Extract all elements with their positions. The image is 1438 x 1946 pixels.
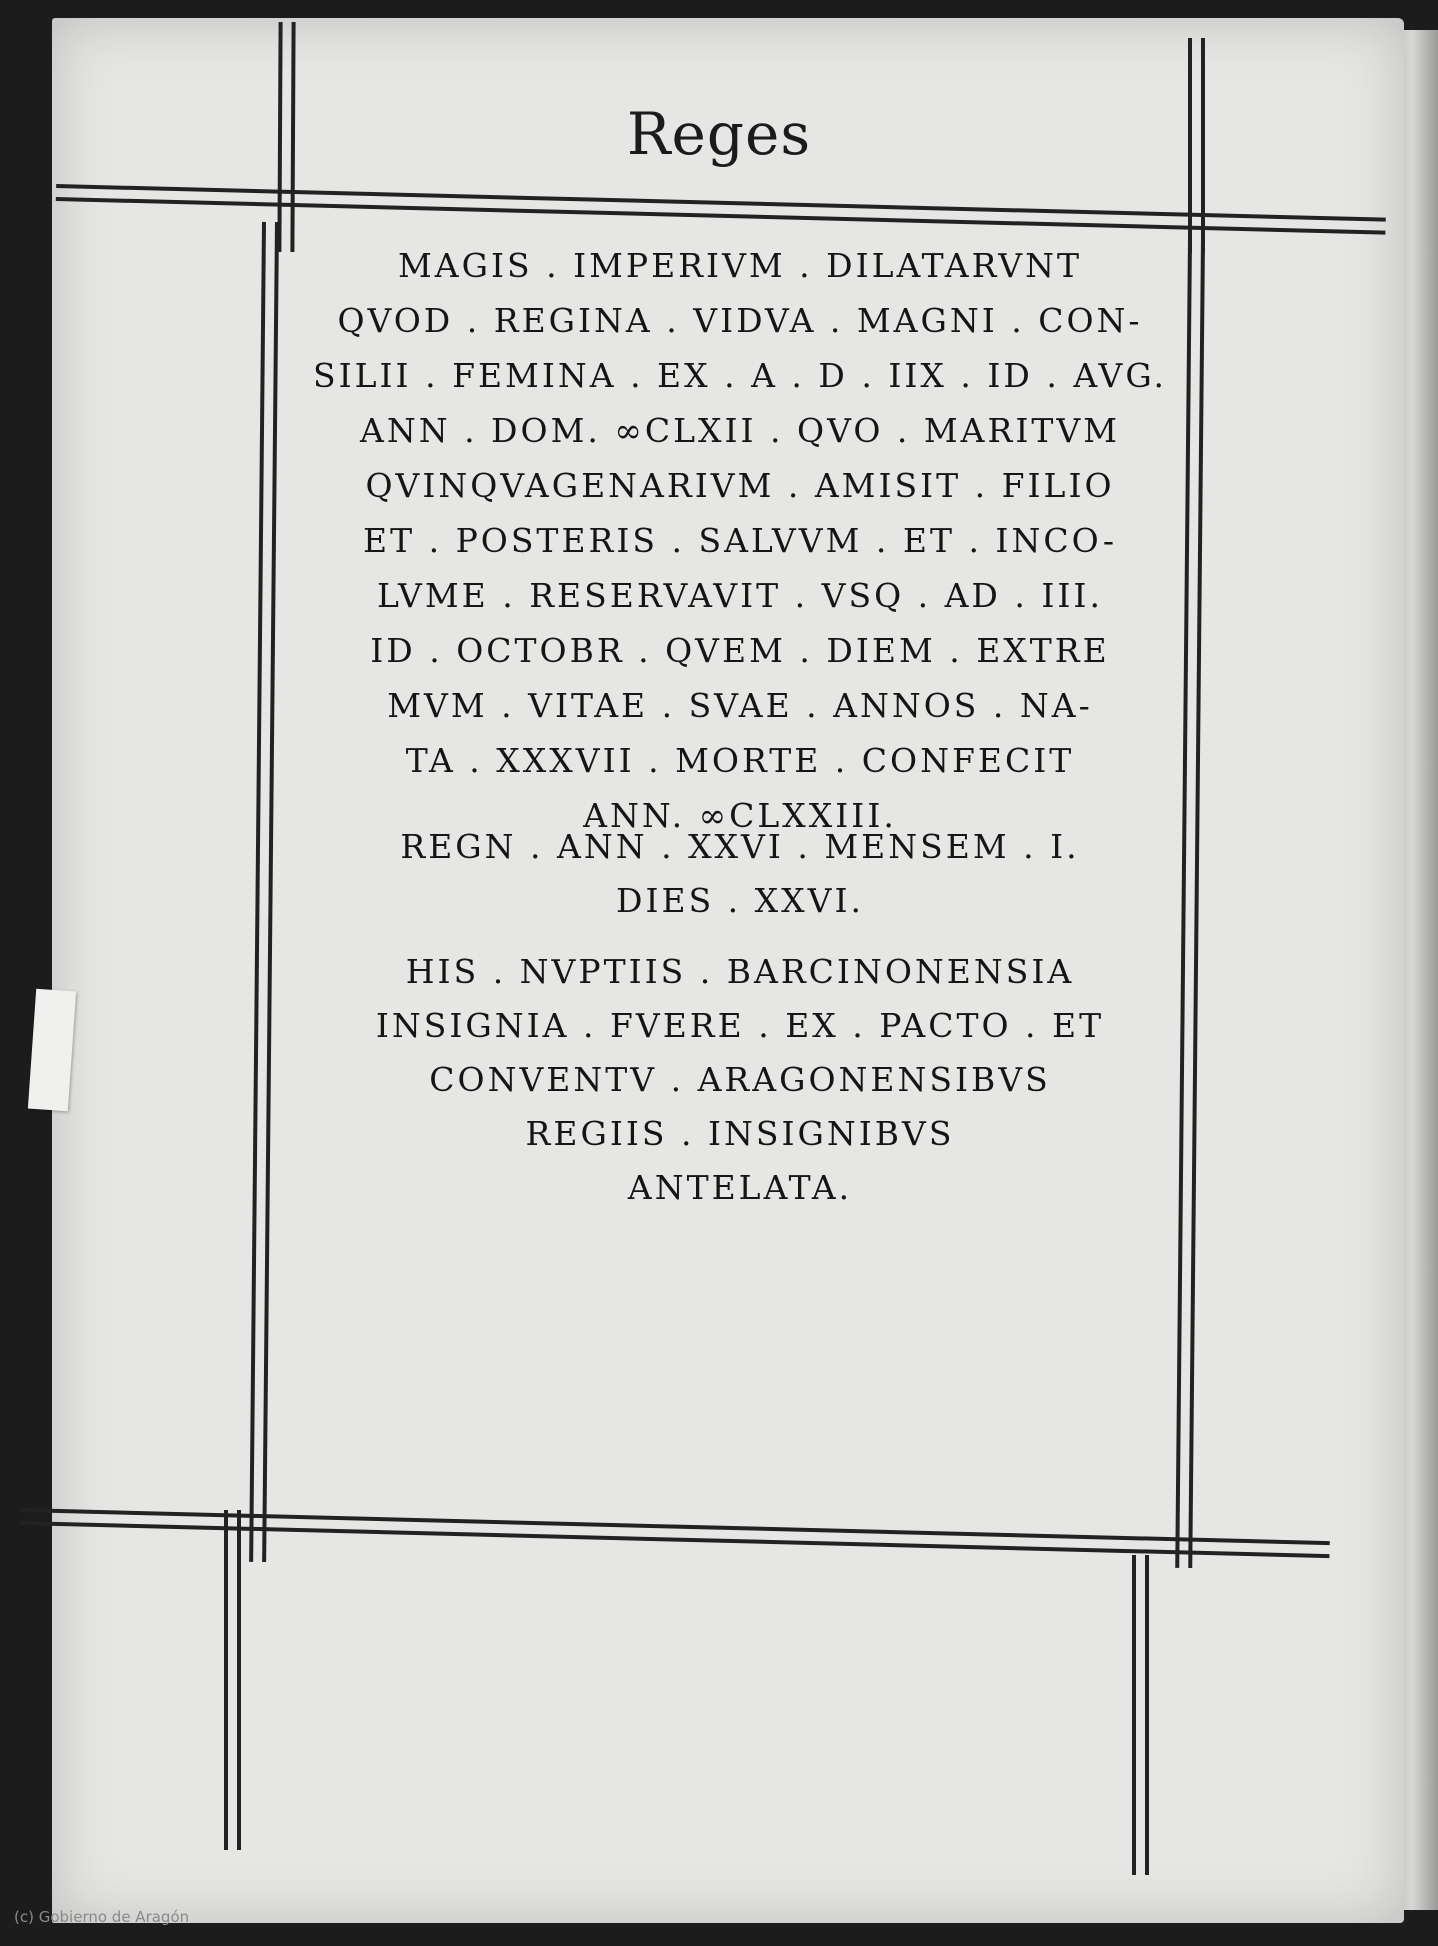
text-line: LVME . RESERVAVIT . VSQ . AD . III. (377, 576, 1103, 615)
text-line: ANN . DOM. ∞CLXII . QVO . MARITVM (360, 411, 1120, 450)
text-line: SILII . FEMINA . EX . A . D . IIX . ID . AVG. (312, 356, 1168, 395)
text-line: MVM . VITAE . SVAE . ANNOS . NA- (387, 686, 1093, 725)
paper-tab (28, 989, 76, 1111)
frame-rule-left-bottom (224, 1510, 241, 1850)
text-line: DIES . XXVI. (615, 881, 864, 920)
text-line: ID . OCTOBR . QVEM . DIEM . EXTRE (370, 631, 1110, 670)
copyright-watermark: (c) Gobierno de Aragón (14, 1908, 190, 1926)
text-paragraph-3 (290, 945, 1190, 1215)
text-line: QVINQVAGENARIVM . AMISIT . FILIO (365, 466, 1115, 505)
text-line: ANTELATA. (627, 1168, 853, 1207)
text-line: HIS . NVPTIIS . BARCINONENSIA (405, 952, 1075, 991)
frame-rule-right-bottom (1132, 1555, 1149, 1875)
text-line: MAGIS . IMPERIVM . DILATARVNT (397, 246, 1083, 285)
text-line: INSIGNIA . FVERE . EX . PACTO . ET (375, 1006, 1105, 1045)
text-line: REGN . ANN . XXVI . MENSEM . I. (400, 827, 1080, 866)
text-paragraph-2 (290, 820, 1190, 928)
text-paragraph-1 (290, 238, 1190, 843)
text-line: ET . POSTERIS . SALVVM . ET . INCO- (363, 521, 1117, 560)
text-line: CONVENTV . ARAGONENSIBVS (429, 1060, 1051, 1099)
text-line: ANN. ∞CLXXIII. (583, 796, 897, 835)
text-line: REGIIS . INSIGNIBVS (525, 1114, 955, 1153)
text-line: TA . XXXVII . MORTE . CONFECIT (405, 741, 1075, 780)
text-line: QVOD . REGINA . VIDVA . MAGNI . CON- (337, 301, 1143, 340)
running-head: Reges (626, 100, 812, 168)
